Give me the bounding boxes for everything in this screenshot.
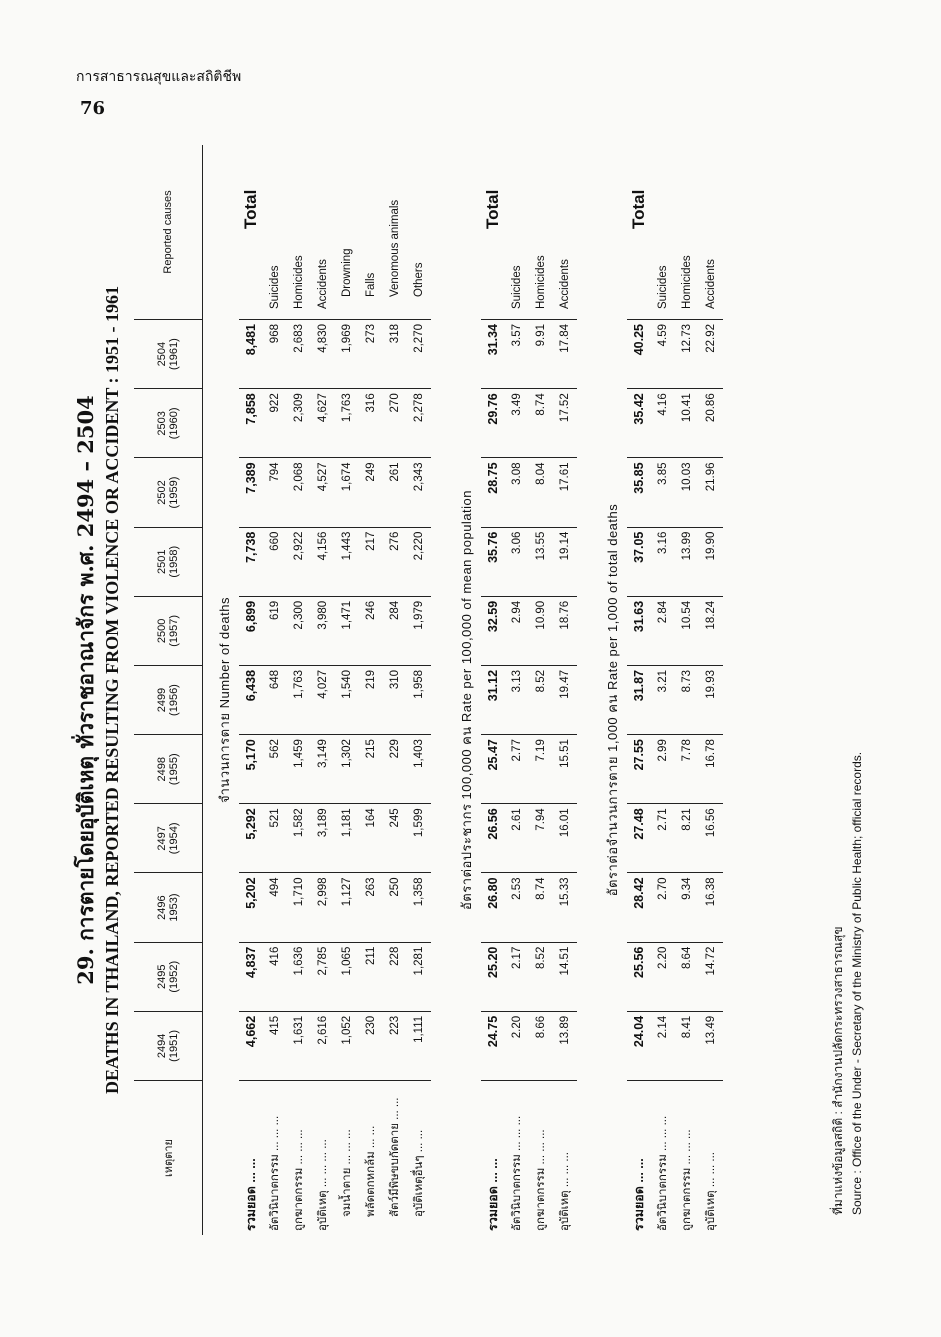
cell-2500: 3,980 — [311, 596, 335, 665]
cause-thai: อุบัติเหตุ ... ... ... — [705, 1152, 717, 1231]
cell-2499: 3.13 — [505, 665, 529, 734]
header-cause-thai: เหตุตาย — [134, 1081, 203, 1236]
deaths-table — [134, 145, 723, 1235]
cell-2498: 229 — [383, 735, 407, 804]
cause-english: Accidents — [699, 145, 723, 320]
cell-2499: 19.93 — [699, 665, 723, 734]
table-row — [311, 145, 335, 1235]
cell-2495: 8.64 — [675, 942, 699, 1011]
cell-2497: 164 — [359, 804, 383, 873]
year-be: 2504 — [156, 341, 168, 367]
cell-2501: 3.06 — [505, 527, 529, 596]
cell-2495: 14.72 — [699, 942, 723, 1011]
cell-2496: 1,710 — [287, 873, 311, 942]
cell-2502: 3.08 — [505, 458, 529, 527]
table-row — [383, 145, 407, 1235]
cell-2496: 16.38 — [699, 873, 723, 942]
cell-2502: 2,343 — [407, 458, 431, 527]
cell-2504: 1,969 — [335, 320, 359, 389]
cell-2496: 2,998 — [311, 873, 335, 942]
year-ad: (1955) — [168, 753, 180, 786]
cell-2497: 3,189 — [311, 804, 335, 873]
table-row — [263, 145, 287, 1235]
cause-english: Accidents — [553, 145, 577, 320]
header-year-2497 — [134, 804, 203, 873]
cell-2504: 968 — [263, 320, 287, 389]
cell-2503: 8.74 — [529, 389, 553, 458]
cell-2500: 1,979 — [407, 596, 431, 665]
cell-2497: 7.94 — [529, 804, 553, 873]
cell-2497: 2.71 — [651, 804, 675, 873]
year-ad: (1960) — [168, 407, 180, 440]
cell-2496: 263 — [359, 873, 383, 942]
cell-2496: 8.74 — [529, 873, 553, 942]
cause-thai: อัตวินิบาตกรรม ... ... ... — [657, 1115, 669, 1231]
cell-2499: 219 — [359, 665, 383, 734]
cell-2502: 17.61 — [553, 458, 577, 527]
cell-2504: 4.59 — [651, 320, 675, 389]
cell-2497: 1,181 — [335, 804, 359, 873]
cell-2502: 1,674 — [335, 458, 359, 527]
cell-2500: 6,899 — [239, 596, 263, 665]
cell-2495: 1,636 — [287, 942, 311, 1011]
cell-2504: 12.73 — [675, 320, 699, 389]
cell-2503: 35.42 — [627, 389, 651, 458]
year-be: 2498 — [156, 756, 168, 782]
cell-2498: 2.99 — [651, 735, 675, 804]
cell-2497: 5,292 — [239, 804, 263, 873]
cell-2499: 4,027 — [311, 665, 335, 734]
section-gap — [577, 145, 591, 1235]
cell-2502: 21.96 — [699, 458, 723, 527]
header-year-2496 — [134, 873, 203, 942]
cell-2497: 16.01 — [553, 804, 577, 873]
cell-2502: 7,389 — [239, 458, 263, 527]
cause-thai: อัตวินิบาตกรรม ... ... ... — [269, 1115, 281, 1231]
cell-2504: 2,270 — [407, 320, 431, 389]
cell-2500: 10.90 — [529, 596, 553, 665]
cell-2501: 19.90 — [699, 527, 723, 596]
cell-2495: 4,837 — [239, 942, 263, 1011]
cell-2503: 17.52 — [553, 389, 577, 458]
cell-2503: 1,763 — [335, 389, 359, 458]
cell-2503: 3.49 — [505, 389, 529, 458]
cell-2494: 24.04 — [627, 1011, 651, 1080]
cell-2495: 2.20 — [651, 942, 675, 1011]
cause-thai: รวมยอด ... ... — [244, 1158, 258, 1231]
cell-2496: 250 — [383, 873, 407, 942]
cell-2501: 19.14 — [553, 527, 577, 596]
cell-2496: 15.33 — [553, 873, 577, 942]
header-year-2499 — [134, 665, 203, 734]
cause-thai: อุบัติเหตุอื่นๆ ... ... — [413, 1129, 425, 1217]
cell-2498: 1,459 — [287, 735, 311, 804]
table-title-thai: 29. การตายโดยอุบัติเหตุ ทั่วราชอาณาจักร พ.ศ. 2494 – 2504 — [73, 395, 98, 985]
cell-2496: 1,127 — [335, 873, 359, 942]
header-year-2503 — [134, 389, 203, 458]
cell-2494: 4,662 — [239, 1011, 263, 1080]
cell-2497: 521 — [263, 804, 287, 873]
cell-2499: 648 — [263, 665, 287, 734]
cell-2502: 4,527 — [311, 458, 335, 527]
cell-2495: 25.20 — [481, 942, 505, 1011]
source-note — [827, 752, 864, 1215]
cell-2498: 5,170 — [239, 735, 263, 804]
table-row — [699, 145, 723, 1235]
cause-thai: อุบัติเหตุ ... ... ... — [559, 1152, 571, 1231]
cell-2499: 1,763 — [287, 665, 311, 734]
cell-2494: 13.49 — [699, 1011, 723, 1080]
rotated-table-block — [70, 145, 870, 1235]
cause-english: Homicides — [675, 145, 699, 320]
cell-2498: 25.47 — [481, 735, 505, 804]
cell-2500: 10.54 — [675, 596, 699, 665]
cell-2494: 223 — [383, 1011, 407, 1080]
cell-2495: 8.52 — [529, 942, 553, 1011]
cell-2501: 2,922 — [287, 527, 311, 596]
cell-2499: 31.12 — [481, 665, 505, 734]
cell-2495: 25.56 — [627, 942, 651, 1011]
cause-english: Suicides — [505, 145, 529, 320]
cell-2494: 230 — [359, 1011, 383, 1080]
cell-2494: 8.41 — [675, 1011, 699, 1080]
table-row — [481, 145, 505, 1235]
cell-2497: 1,599 — [407, 804, 431, 873]
cell-2499: 8.73 — [675, 665, 699, 734]
cause-thai: สัตว์มีพิษขบกัดตาย ... ... — [389, 1097, 401, 1217]
cell-2495: 1,281 — [407, 942, 431, 1011]
cell-2501: 4,156 — [311, 527, 335, 596]
section-heading-row — [203, 145, 240, 1235]
cell-2498: 215 — [359, 735, 383, 804]
cause-english: Total — [481, 145, 505, 320]
table-row — [627, 145, 651, 1235]
cell-2498: 1,403 — [407, 735, 431, 804]
year-be: 2494 — [156, 1033, 168, 1059]
cell-2500: 18.76 — [553, 596, 577, 665]
cell-2501: 7,738 — [239, 527, 263, 596]
table-row — [407, 145, 431, 1235]
cell-2502: 28.75 — [481, 458, 505, 527]
cell-2503: 20.86 — [699, 389, 723, 458]
cause-thai: พลัดตกหกล้ม ... ... — [365, 1125, 377, 1217]
cell-2494: 415 — [263, 1011, 287, 1080]
cell-2504: 17.84 — [553, 320, 577, 389]
cell-2495: 416 — [263, 942, 287, 1011]
cell-2497: 8.21 — [675, 804, 699, 873]
cell-2496: 494 — [263, 873, 287, 942]
cell-2494: 1,111 — [407, 1011, 431, 1080]
cell-2504: 273 — [359, 320, 383, 389]
table-body — [203, 145, 724, 1235]
page-number: 76 — [80, 98, 106, 119]
cause-english: Total — [627, 145, 651, 320]
table-row — [675, 145, 699, 1235]
cell-2495: 14.51 — [553, 942, 577, 1011]
cause-thai: รวมยอด ... ... — [486, 1158, 500, 1231]
cause-english: Venomous animals — [383, 145, 407, 320]
header-year-2498 — [134, 735, 203, 804]
cell-2501: 660 — [263, 527, 287, 596]
cause-thai: อุบัติเหตุ ... ... ... ... — [317, 1139, 329, 1231]
cell-2497: 27.48 — [627, 804, 651, 873]
header-year-2500 — [134, 596, 203, 665]
year-be: 2500 — [156, 618, 168, 644]
cell-2501: 13.99 — [675, 527, 699, 596]
cell-2500: 31.63 — [627, 596, 651, 665]
table-row — [529, 145, 553, 1235]
year-be: 2501 — [156, 549, 168, 574]
header-cause-english: Reported causes — [134, 145, 203, 320]
cell-2500: 619 — [263, 596, 287, 665]
cell-2496: 1,358 — [407, 873, 431, 942]
year-ad: (1958) — [168, 545, 180, 578]
cell-2494: 8.66 — [529, 1011, 553, 1080]
cell-2498: 15.51 — [553, 735, 577, 804]
cell-2495: 2,785 — [311, 942, 335, 1011]
header-year-2502 — [134, 458, 203, 527]
cell-2502: 2,068 — [287, 458, 311, 527]
cell-2499: 3.21 — [651, 665, 675, 734]
cell-2503: 7,858 — [239, 389, 263, 458]
cell-2495: 1,065 — [335, 942, 359, 1011]
cell-2497: 26.56 — [481, 804, 505, 873]
cell-2503: 10.41 — [675, 389, 699, 458]
cell-2497: 1,582 — [287, 804, 311, 873]
cell-2502: 3.85 — [651, 458, 675, 527]
cell-2497: 16.56 — [699, 804, 723, 873]
cell-2502: 261 — [383, 458, 407, 527]
cell-2494: 13.89 — [553, 1011, 577, 1080]
cell-2498: 1,302 — [335, 735, 359, 804]
cause-english: Accidents — [311, 145, 335, 320]
cause-english: Others — [407, 145, 431, 320]
running-header: การสาธารณสุขและสถิติชีพ — [76, 69, 242, 85]
cell-2501: 35.76 — [481, 527, 505, 596]
table-row — [553, 145, 577, 1235]
cell-2494: 1,631 — [287, 1011, 311, 1080]
cell-2498: 562 — [263, 735, 287, 804]
cell-2500: 2,300 — [287, 596, 311, 665]
cause-english: Homicides — [287, 145, 311, 320]
cell-2502: 10.03 — [675, 458, 699, 527]
cell-2501: 2,220 — [407, 527, 431, 596]
cell-2502: 249 — [359, 458, 383, 527]
cell-2504: 2,683 — [287, 320, 311, 389]
cell-2503: 29.76 — [481, 389, 505, 458]
cell-2498: 7.19 — [529, 735, 553, 804]
cell-2494: 1,052 — [335, 1011, 359, 1080]
cell-2498: 16.78 — [699, 735, 723, 804]
year-be: 2497 — [156, 826, 168, 851]
section-heading: จำนวนการตาย Number of deaths — [216, 597, 232, 803]
cause-english: Homicides — [529, 145, 553, 320]
year-be: 2496 — [156, 895, 168, 920]
cell-2500: 246 — [359, 596, 383, 665]
header-year-2494 — [134, 1011, 203, 1080]
cause-thai: ถูกฆาตกรรม ... ... ... — [681, 1129, 693, 1231]
cell-2495: 211 — [359, 942, 383, 1011]
table-header-row — [134, 145, 203, 1235]
header-year-2504 — [134, 320, 203, 389]
cell-2498: 7.78 — [675, 735, 699, 804]
cell-2495: 228 — [383, 942, 407, 1011]
table-row — [651, 145, 675, 1235]
cell-2495: 2.17 — [505, 942, 529, 1011]
cell-2501: 13.55 — [529, 527, 553, 596]
cell-2504: 4,830 — [311, 320, 335, 389]
year-ad: (1951) — [168, 1030, 180, 1062]
cell-2503: 270 — [383, 389, 407, 458]
cell-2500: 284 — [383, 596, 407, 665]
cell-2502: 794 — [263, 458, 287, 527]
year-ad: (1961) — [168, 338, 180, 371]
year-ad: (1957) — [168, 614, 180, 647]
cause-thai: รวมยอด ... ... — [632, 1158, 646, 1231]
cell-2501: 217 — [359, 527, 383, 596]
cell-2502: 35.85 — [627, 458, 651, 527]
year-be: 2502 — [156, 480, 168, 505]
cell-2496: 5,202 — [239, 873, 263, 942]
year-ad: (1954) — [168, 822, 180, 855]
cell-2504: 318 — [383, 320, 407, 389]
table-row — [335, 145, 359, 1235]
cell-2504: 31.34 — [481, 320, 505, 389]
cell-2499: 31.87 — [627, 665, 651, 734]
year-ad: (1956) — [168, 684, 180, 716]
cell-2498: 3,149 — [311, 735, 335, 804]
source-thai: ที่มาแห่งข้อมูลสถิติ : สำนักงานปลัดกระทรวงสาธารณสุข — [831, 926, 845, 1215]
source-english: Source : Office of the Under - Secretary of the Ministry of Public Health; official records. — [850, 751, 864, 1215]
year-ad: (1952) — [168, 960, 180, 993]
cause-english: Falls — [359, 145, 383, 320]
section-heading: อัตราต่อจำนวนการตาย 1,000 คน Rate per 1,000 of total deaths — [604, 503, 620, 897]
year-be: 2495 — [156, 964, 168, 989]
cell-2496: 2.70 — [651, 873, 675, 942]
cell-2496: 26.80 — [481, 873, 505, 942]
cell-2499: 1,540 — [335, 665, 359, 734]
cell-2497: 2.61 — [505, 804, 529, 873]
cause-english: Suicides — [263, 145, 287, 320]
cell-2503: 922 — [263, 389, 287, 458]
cause-thai: จมน้ำตาย ... ... ... — [341, 1129, 353, 1217]
cell-2501: 37.05 — [627, 527, 651, 596]
cell-2504: 40.25 — [627, 320, 651, 389]
year-be: 2499 — [156, 687, 168, 713]
cell-2502: 8.04 — [529, 458, 553, 527]
cell-2498: 27.55 — [627, 735, 651, 804]
cell-2500: 18.24 — [699, 596, 723, 665]
table-row — [287, 145, 311, 1235]
cell-2501: 3.16 — [651, 527, 675, 596]
cell-2504: 3.57 — [505, 320, 529, 389]
cell-2500: 2.94 — [505, 596, 529, 665]
cause-english: Suicides — [651, 145, 675, 320]
year-ad: (1959) — [168, 476, 180, 509]
cell-2499: 6,438 — [239, 665, 263, 734]
table-row — [239, 145, 263, 1235]
cell-2500: 32.59 — [481, 596, 505, 665]
cell-2499: 19.47 — [553, 665, 577, 734]
table-title-english: DEATHS IN THAILAND, REPORTED RESULTING FROM VIOLENCE OR ACCIDENT : 1951 - 1961 — [102, 286, 122, 1094]
year-ad: 1953) — [168, 893, 180, 922]
section-heading-row — [445, 145, 481, 1235]
cell-2504: 9.91 — [529, 320, 553, 389]
cell-2504: 8,481 — [239, 320, 263, 389]
cell-2503: 2,278 — [407, 389, 431, 458]
cell-2500: 2.84 — [651, 596, 675, 665]
cell-2497: 245 — [383, 804, 407, 873]
cell-2503: 2,309 — [287, 389, 311, 458]
table-row — [359, 145, 383, 1235]
header-year-2501 — [134, 527, 203, 596]
cause-thai: ถูกฆาตกรรม ... ... ... — [293, 1129, 305, 1231]
cell-2496: 28.42 — [627, 873, 651, 942]
section-heading: อัตราต่อประชากร 100,000 คน Rate per 100,000 of mean population — [458, 489, 474, 911]
cause-english: Drowning — [335, 145, 359, 320]
cell-2496: 9.34 — [675, 873, 699, 942]
cause-thai: ถูกฆาตกรรม ... ... ... — [535, 1129, 547, 1231]
cell-2499: 310 — [383, 665, 407, 734]
cell-2494: 2,616 — [311, 1011, 335, 1080]
cell-2504: 22.92 — [699, 320, 723, 389]
cell-2503: 316 — [359, 389, 383, 458]
cell-2494: 2.20 — [505, 1011, 529, 1080]
cause-english: Total — [239, 145, 263, 320]
cell-2501: 1,443 — [335, 527, 359, 596]
cell-2500: 1,471 — [335, 596, 359, 665]
section-heading-row — [591, 145, 627, 1235]
year-be: 2503 — [156, 411, 168, 436]
section-gap — [431, 145, 445, 1235]
header-year-2495 — [134, 942, 203, 1011]
cell-2503: 4,627 — [311, 389, 335, 458]
cell-2503: 4.16 — [651, 389, 675, 458]
cell-2496: 2.53 — [505, 873, 529, 942]
cell-2499: 1,958 — [407, 665, 431, 734]
cause-thai: อัตวินิบาตกรรม ... ... ... — [511, 1115, 523, 1231]
cell-2501: 276 — [383, 527, 407, 596]
cell-2494: 2.14 — [651, 1011, 675, 1080]
cell-2499: 8.52 — [529, 665, 553, 734]
table-row — [505, 145, 529, 1235]
cell-2494: 24.75 — [481, 1011, 505, 1080]
cell-2498: 2.77 — [505, 735, 529, 804]
